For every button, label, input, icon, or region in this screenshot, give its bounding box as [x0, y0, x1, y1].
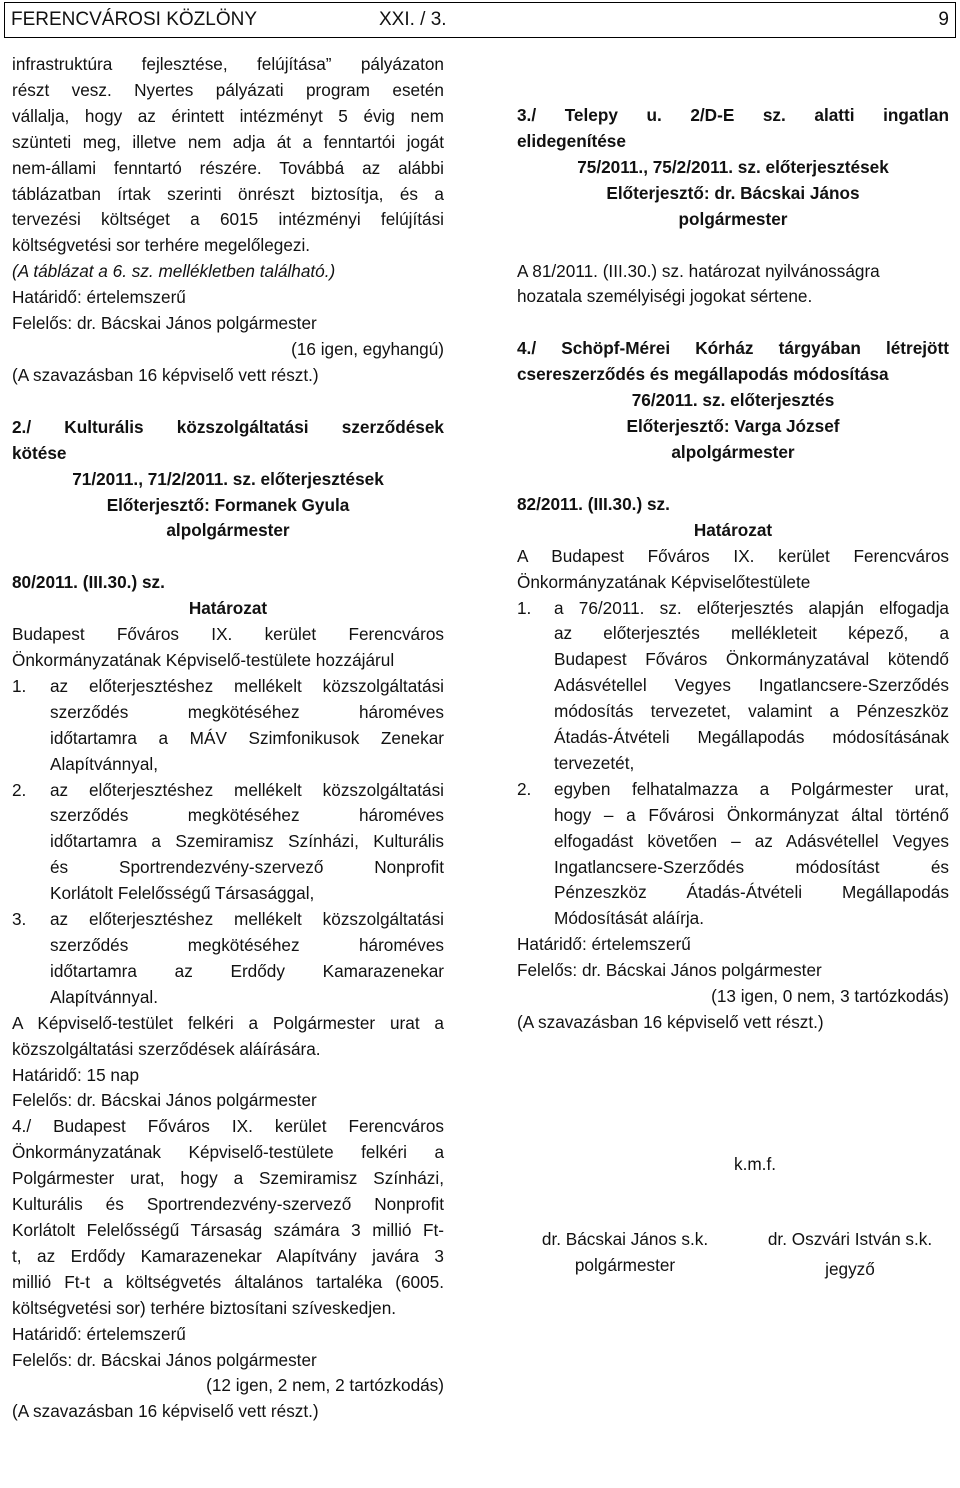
item-line: elfogadást követően – az Adásvétellel Vegyes [554, 830, 949, 851]
item-line: szerződés megkötéséhez hároméves [50, 805, 444, 826]
section-title: csereszerződés és megállapodás módosítása [517, 364, 889, 385]
decision-body: A Budapest Főváros IX. kerület Ferencváros [517, 545, 949, 566]
responsible: Felelős: dr. Bácskai János polgármester [517, 960, 822, 981]
intro-line: vállalja, hogy az érintett intézményt 5 évig nem [12, 105, 444, 126]
table-note: (A táblázat a 6. sz. mellékletben található.) [12, 261, 336, 282]
list-item [517, 777, 949, 932]
presenter-role: polgármester [678, 208, 788, 229]
item-line: Pénzeszköz Átadás-Átvételi Megállapodás [554, 882, 949, 903]
attendance: (A szavazásban 16 képviselő vett részt.) [12, 1401, 319, 1422]
presenter-role: alpolgármester [166, 520, 290, 541]
item-line: hogy – a Fővárosi Önkormányzat által történő [554, 804, 949, 825]
presenter: Előterjesztő: Varga József [626, 416, 840, 437]
item-line: Budapest Főváros Önkormányzatával kötendő [554, 649, 949, 670]
item4-line: költségvetési sor) terhére biztosítani szíveskedjen. [12, 1297, 397, 1318]
notary-signature [745, 1226, 955, 1282]
item-number: 2. [517, 778, 532, 799]
responsible: Felelős: dr. Bácskai János polgármester [12, 1090, 317, 1111]
intro-line: költségvetési sor terhére megelőlegezi. [12, 235, 311, 256]
proposal-number: 76/2011. sz. előterjesztés [631, 390, 835, 411]
item4-line: 4./ Budapest Főváros IX. kerület Ferencváros [12, 1116, 444, 1137]
item-line: időtartamra az Erdődy Kamarazenekar [50, 960, 444, 981]
deadline: Határidő: 15 nap [12, 1064, 140, 1085]
item4-line: Kulturális és Sportrendezvény-szervező Nonprofit [12, 1194, 444, 1215]
item-line: Átadás-Átvételi Megállapodás módosításának [554, 727, 949, 748]
item-line: Alapítvánnyal, [50, 753, 158, 774]
page-header [4, 2, 956, 38]
intro-line: nem-állami fenntartó részére. Továbbá az alábbi [12, 157, 444, 178]
request-line: közszolgáltatási szerződések aláírására. [12, 1038, 321, 1059]
item-line: Ingatlancsere-Szerződés módosítást és [554, 856, 949, 877]
item-line: tervezetét, [554, 752, 635, 773]
item4-line: millió Ft-t a költségvetés általános tartaléka (6005. [12, 1271, 444, 1292]
vote-result: (13 igen, 0 nem, 3 tartózkodás) [711, 986, 949, 1007]
right-column [517, 103, 949, 1036]
list-item [517, 596, 949, 777]
request-line: A Képviselő-testület felkéri a Polgármester urat a [12, 1012, 444, 1033]
item-line: egyben felhatalmazza a Polgármester urat, [554, 778, 949, 799]
item-number: 1. [12, 675, 27, 696]
presenter-role: alpolgármester [671, 441, 795, 462]
presenter: Előterjesztő: Formanek Gyula [106, 494, 350, 515]
item-number: 1. [517, 597, 532, 618]
notary-name: dr. Oszvári István s.k. [767, 1229, 933, 1249]
deadline: Határidő: értelemszerű [12, 287, 186, 308]
list-item [12, 907, 444, 1011]
decision-body: Budapest Főváros IX. kerület Ferencváros [12, 624, 444, 645]
issue-number: XXI. / 3. [379, 9, 447, 30]
mayor-title: polgármester [574, 1255, 676, 1275]
left-column [12, 52, 444, 1425]
item-line: a 76/2011. sz. előterjesztés alapján elfogadja [554, 597, 949, 618]
decision-number: 82/2011. (III.30.) sz. [517, 493, 670, 514]
item-number: 2. [12, 779, 27, 800]
vote-result: (12 igen, 2 nem, 2 tartózkodás) [206, 1375, 444, 1396]
deadline: Határidő: értelemszerű [12, 1323, 186, 1344]
item-line: Adásvétellel Vegyes Ingatlancsere-Szerződés [554, 675, 949, 696]
item-line: Alapítvánnyal. [50, 986, 158, 1007]
journal-title: FERENCVÁROSI KÖZLÖNY [11, 9, 257, 30]
attendance: (A szavazásban 16 képviselő vett részt.) [12, 364, 319, 385]
decision-label: Határozat [693, 519, 773, 540]
mayor-name: dr. Bácskai János s.k. [541, 1229, 709, 1249]
kmf-label: k.m.f. [733, 1154, 776, 1174]
item-line: szerződés megkötéséhez hároméves [50, 935, 444, 955]
intro-line: szünteti meg, illetve nem adja át a fenntartói jogát [12, 131, 444, 152]
notary-title: jegyző [825, 1259, 875, 1279]
item-number: 3. [12, 909, 27, 930]
confidentiality-note: A 81/2011. (III.30.) sz. határozat nyilvánosságra [517, 260, 880, 281]
vote-result: (16 igen, egyhangú) [291, 338, 444, 359]
intro-line: táblázatban írtak szerinti önrészt biztosítja, és a [12, 183, 444, 204]
item4-line: Korlátolt Felelősségű Társaság számára 3 millió Ft- [12, 1219, 444, 1240]
item-line: időtartamra a Szemiramisz Színházi, Kulturális [50, 831, 444, 852]
item-line: szerződés megkötéséhez hároméves [50, 701, 444, 722]
proposal-numbers: 71/2011., 71/2/2011. sz. előterjesztések [72, 468, 384, 489]
presenter: Előterjesztő: dr. Bácskai János [606, 182, 860, 203]
section-title: 4./ Schöpf-Mérei Kórház tárgyában létrejött [517, 338, 949, 359]
item-line: az előterjesztéshez mellékelt közszolgáltatási [50, 675, 444, 696]
section-title: 2./ Kulturális közszolgáltatási szerződések [12, 416, 444, 437]
confidentiality-note: hozatala személyiségi jogokat sértene. [517, 286, 813, 307]
list-item [12, 674, 444, 778]
item4-line: Önkormányzatának Képviselő-testülete felkéri a [12, 1142, 444, 1163]
intro-line: tervezési költséget a 6015 intézményi felújítási [12, 209, 444, 230]
mayor-signature [520, 1226, 730, 1278]
proposal-numbers: 75/2011., 75/2/2011. sz. előterjesztések [577, 156, 889, 177]
item-line: időtartamra a MÁV Szimfonikusok Zenekar [50, 727, 444, 748]
section-title: elidegenítése [517, 130, 626, 151]
decision-body: Önkormányzatának Képviselőtestülete [517, 571, 811, 592]
intro-line: infrastruktúra fejlesztése, felújítása” pályázaton [12, 54, 444, 74]
list-item [12, 778, 444, 908]
decision-number: 80/2011. (III.30.) sz. [12, 572, 165, 593]
item4-line: Polgármester urat, hogy a Szemiramisz Színházi, [12, 1168, 444, 1189]
item-line: Korlátolt Felelősségű Társasággal, [50, 883, 315, 904]
item-line: módosítás tervezetet, valamint a Pénzeszköz [554, 701, 949, 722]
item4-line: t, az Erdődy Kamarazenekar Alapítvány javára 3 [12, 1245, 444, 1266]
item-line: az előterjesztés mellékleteit képező, a [554, 623, 949, 644]
intro-line: részt vesz. Nyertes pályázati program esetén [12, 79, 444, 100]
section-title: kötése [12, 442, 67, 463]
item-line: az előterjesztéshez mellékelt közszolgáltatási [50, 909, 444, 930]
section-title: 3./ Telepy u. 2/D-E sz. alatti ingatlan [517, 105, 949, 125]
decision-body: Önkormányzatának Képviselő-testülete hozzájárul [12, 650, 395, 671]
responsible: Felelős: dr. Bácskai János polgármester [12, 1349, 317, 1370]
page-number: 9 [938, 9, 949, 30]
deadline: Határidő: értelemszerű [517, 934, 691, 955]
responsible: Felelős: dr. Bácskai János polgármester [12, 313, 317, 334]
item-line: Módosítását aláírja. [554, 908, 704, 929]
attendance: (A szavazásban 16 képviselő vett részt.) [517, 1012, 824, 1032]
item-line: az előterjesztéshez mellékelt közszolgáltatási [50, 779, 444, 800]
item-line: és Sportrendezvény-szervező Nonprofit [50, 857, 444, 878]
decision-label: Határozat [188, 598, 268, 619]
